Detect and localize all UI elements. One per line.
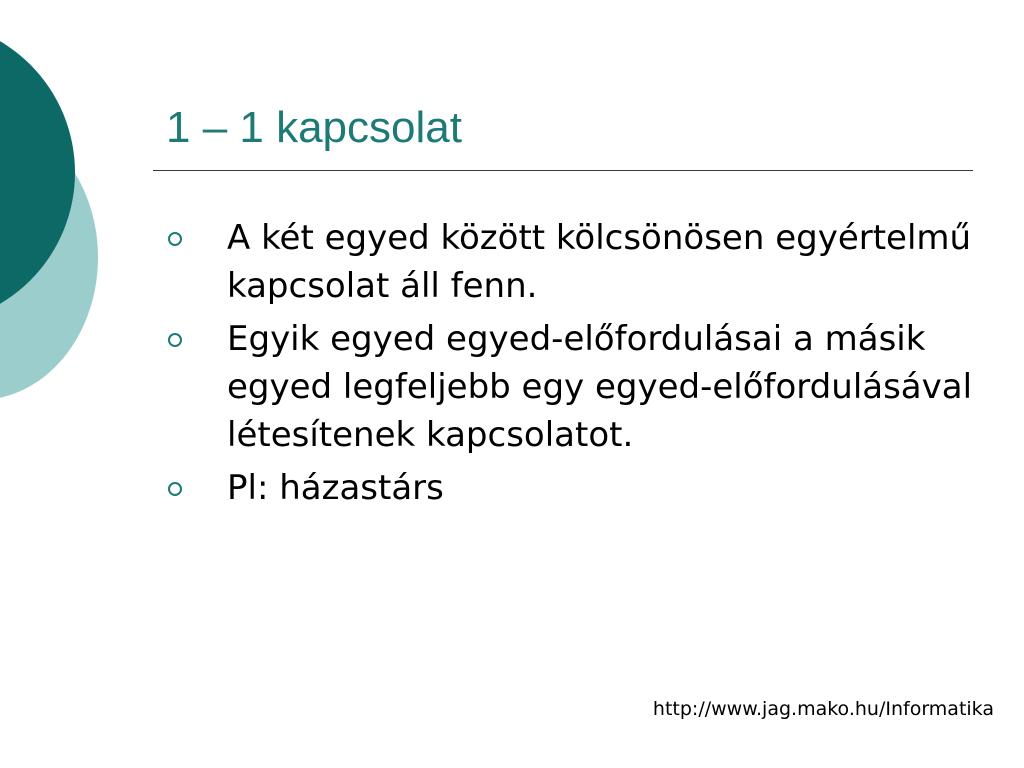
hollow-circle-icon xyxy=(168,232,182,246)
hollow-circle-icon xyxy=(168,482,182,496)
title-divider xyxy=(153,170,973,171)
bullet-text: A két egyed között kölcsönösen egyértelmű kapcsolat áll fenn. xyxy=(227,218,972,306)
bullet-item xyxy=(166,315,976,459)
bullet-item xyxy=(166,214,976,310)
bullet-text: Pl: házastárs xyxy=(227,468,444,508)
bullet-list xyxy=(166,214,976,517)
hollow-circle-icon xyxy=(168,333,182,347)
bullet-text: Egyik egyed egyed-előfordulásai a másik egyed legfeljebb egy egyed-előfordulásával létesítenek kapcsolatot. xyxy=(227,319,973,455)
bullet-item xyxy=(166,464,976,512)
footer-url: http://www.jag.mako.hu/Informatika xyxy=(652,698,994,720)
slide-title: 1 – 1 kapcsolat xyxy=(166,103,462,152)
